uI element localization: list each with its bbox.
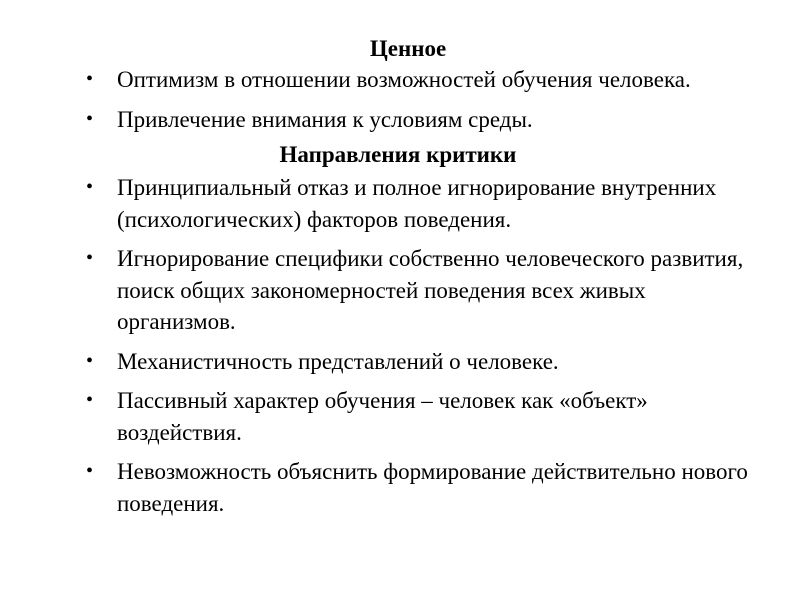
bullet-icon: • [86,389,94,411]
list-item-text: Пассивный характер обучения – человек как «объект» воздействия. [117,388,648,445]
list-item-text: Механистичность представлений о человеке. [117,348,559,374]
list-item [86,104,770,136]
bullet-icon: • [86,460,94,482]
list-item [86,346,770,378]
valuable-list [86,64,770,135]
list-item-text: Оптимизм в отношении возможностей обучения человека. [117,67,691,92]
bullet-icon: • [86,107,94,130]
list-item-text: Привлечение внимания к условиям среды. [117,106,533,132]
bullet-icon: • [86,349,94,372]
list-item [86,64,770,96]
list-item [86,385,770,448]
list-item [86,456,770,519]
bullet-icon: • [86,176,94,198]
list-item-text: Игнорирование специфики собственно человеческого развития, поиск общих закономерностей поведения всех живых организмов. [117,246,744,334]
bullet-icon: • [86,247,94,269]
list-item [86,243,770,338]
list-item-text: Принципиальный отказ и полное игнорирование внутренних (психологических) факторов поведения. [117,175,717,232]
list-item [86,172,770,235]
list-item-text: Невозможность объяснить формирование действительно нового поведения. [117,459,748,516]
criticism-list [86,172,770,519]
bullet-icon: • [86,68,94,90]
section-title-valuable: Ценное [369,36,447,61]
section-title-criticism: Направления критики [279,142,517,167]
